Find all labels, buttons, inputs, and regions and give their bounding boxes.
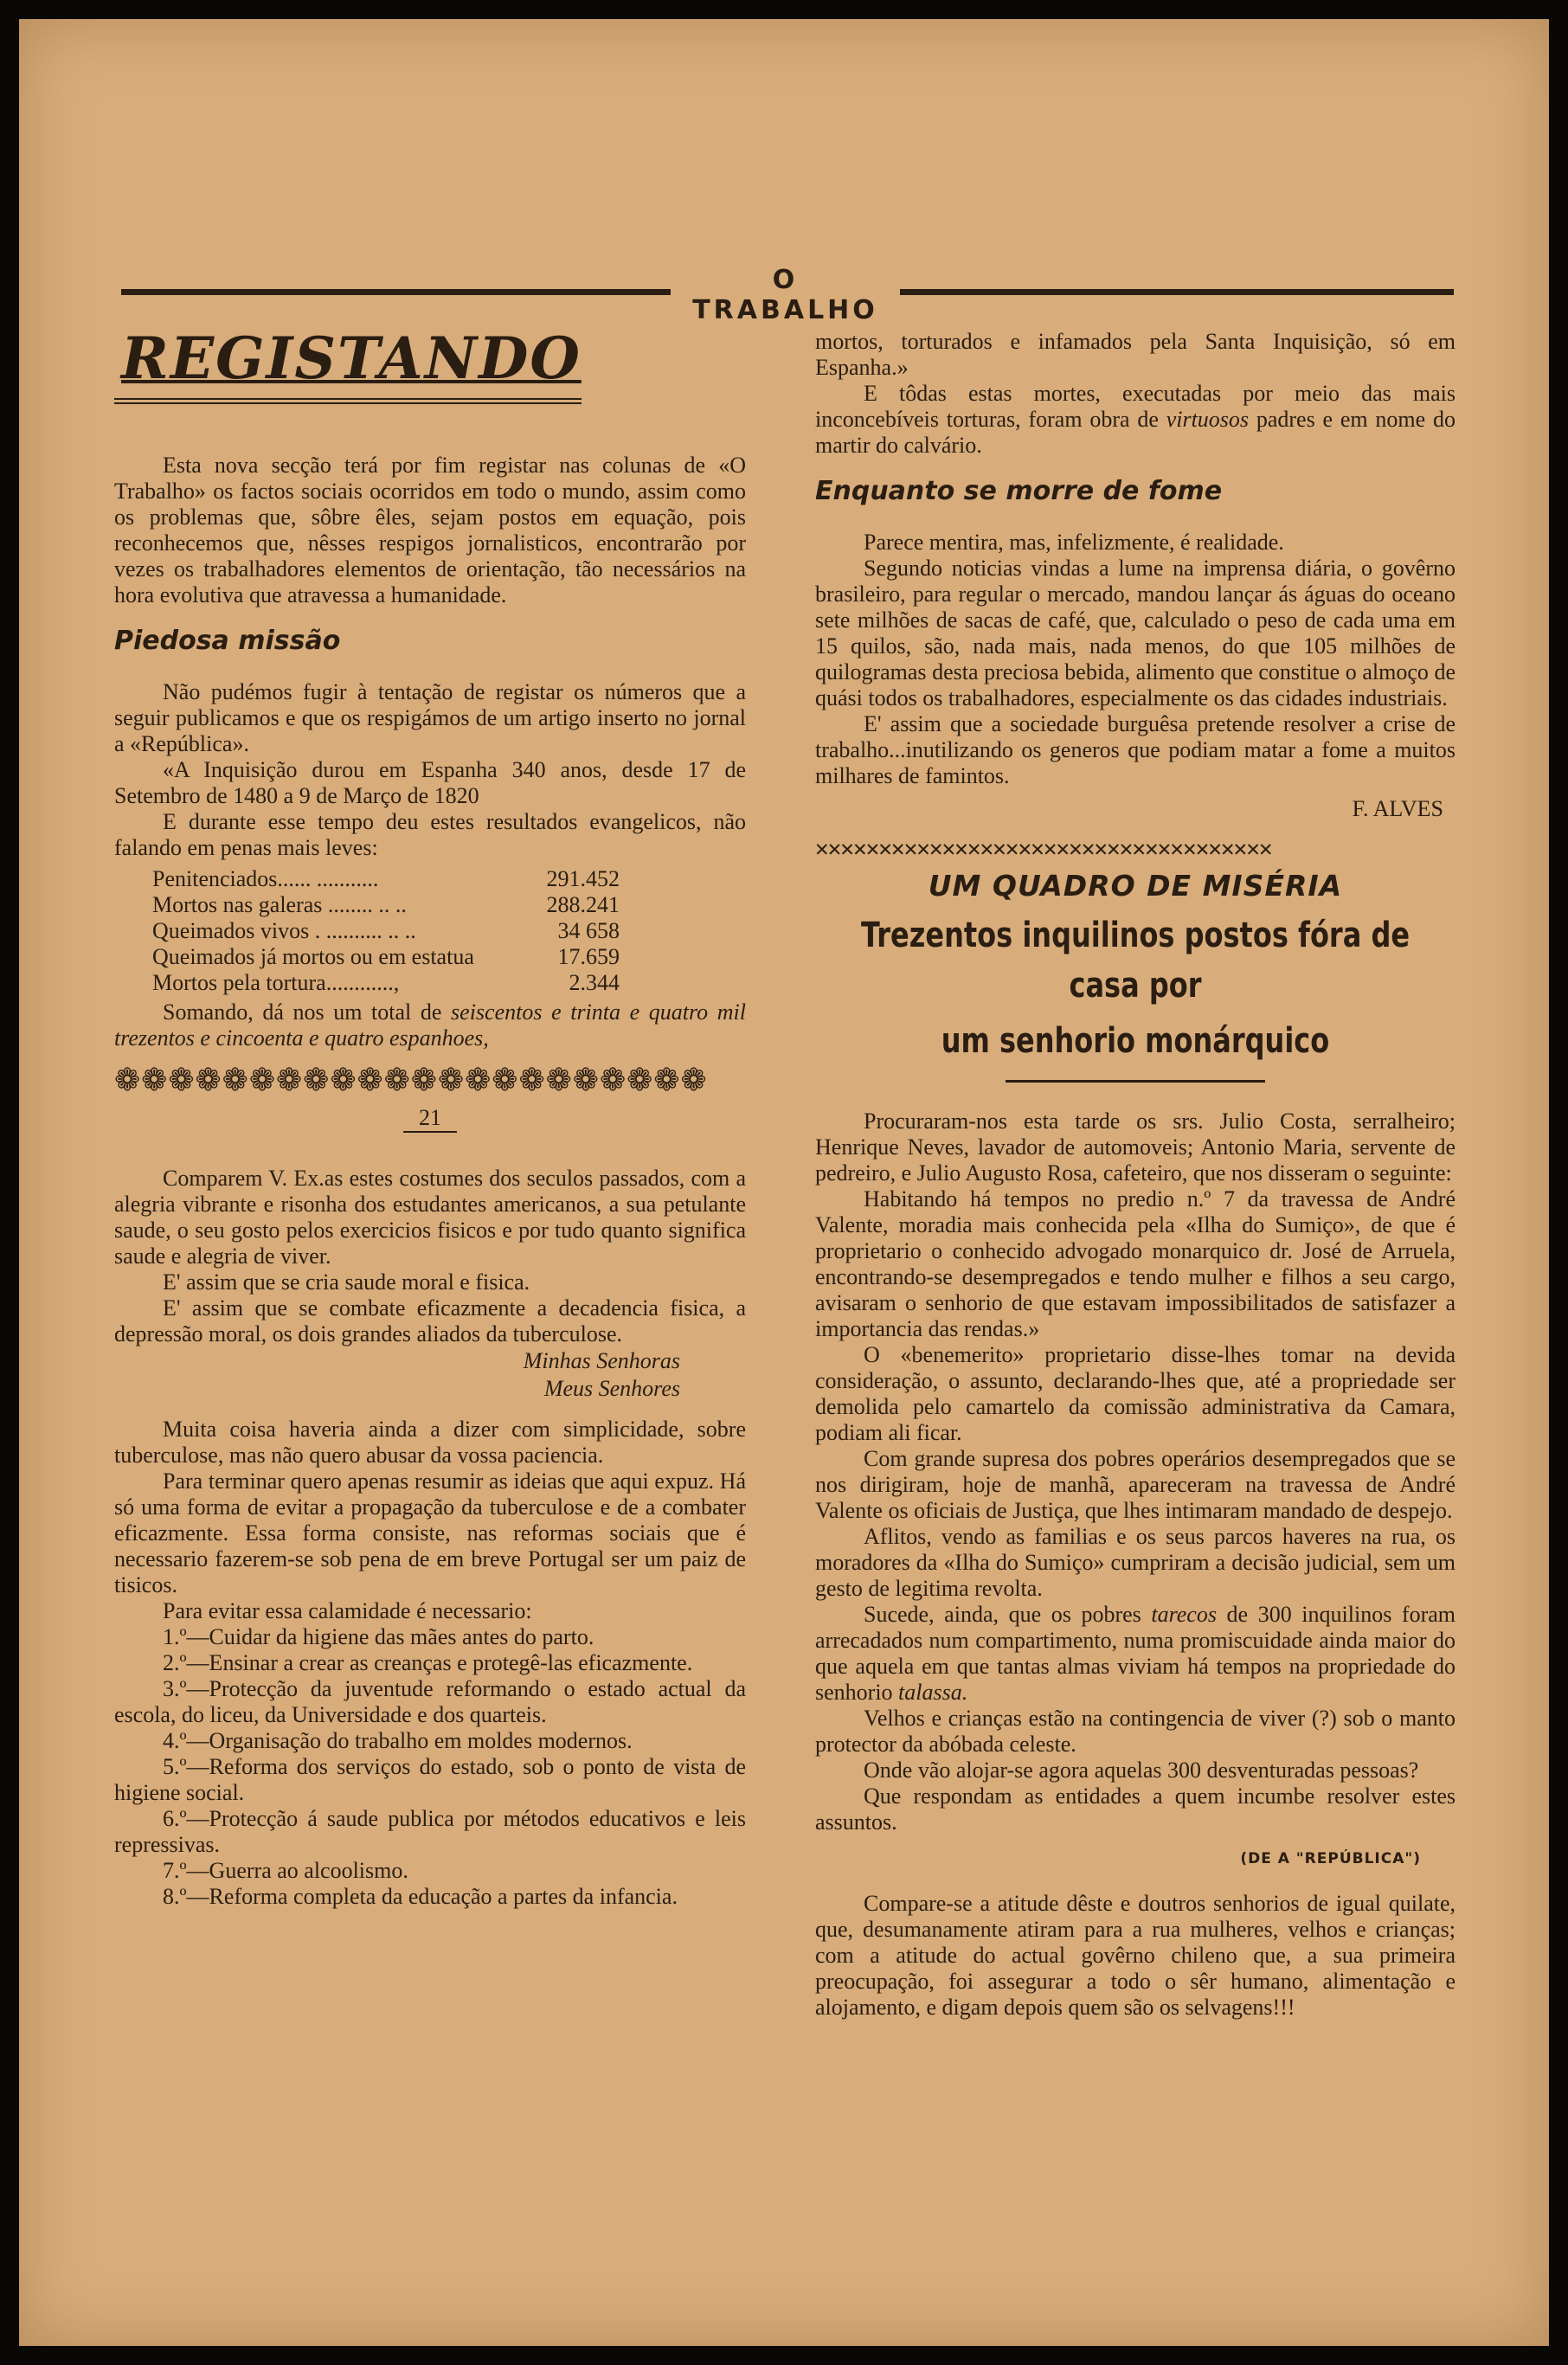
paragraph: Comparem V. Ex.as estes costumes dos seculos passados, com a alegria vibrante e risonha dos estudantes americanos, a sua petulante saude, o seu gosto pelos exercicios fisicos e por tudo quanto significa saude e alegria de viver.	[114, 1166, 746, 1269]
paragraph: E' assim que a sociedade burguêsa pretende resolver a crise de trabalho...inutilizando os generos que podiam matar a fome a muitos milhares de famintos.	[815, 711, 1456, 788]
list-item: 1.º—Cuidar da higiene das mães antes do parto.	[163, 1624, 594, 1649]
tally-row	[152, 944, 620, 970]
section-title-fome: Enquanto se morre de fome	[815, 476, 1223, 506]
list-item: 6.º—Protecção á saude publica por métodos educativos e leis repressivas.	[114, 1806, 746, 1857]
paragraph: E' assim que se cria saude moral e fisica.	[163, 1269, 530, 1295]
article-headline-line-1: Trezentos inquilinos postos fóra de casa por	[860, 916, 1411, 1006]
list-item: 5.º—Reforma dos serviços do estado, sob o ponto de vista de higiene social.	[114, 1754, 746, 1805]
paragraph: Aflitos, vendo as familias e os seus parcos haveres na rua, os moradores da «Ilha do Sumiço» cumpriram a decisão judicial, sem um gesto de legitima revolta.	[815, 1524, 1456, 1601]
headline-rule	[1006, 1080, 1265, 1083]
tally-value: 34 658	[557, 918, 620, 943]
newspaper-title: O TRABALHO	[692, 265, 878, 325]
paragraph: «A Inquisição durou em Espanha 340 anos, desde 17 de Setembro de 1480 a 9 de Março de 1820	[114, 757, 746, 808]
head-rule-right	[900, 289, 1454, 295]
paragraph: Que respondam as entidades a quem incumbe resolver estes assuntos.	[815, 1783, 1456, 1835]
list-item: 3.º—Protecção da juventude reformando o estado actual da escola, do liceu, da Universidade e dos quarteis.	[114, 1676, 746, 1727]
author-byline: F. ALVES	[1352, 796, 1443, 821]
tally-value: 291.452	[546, 866, 620, 891]
paragraph: Procuraram-nos esta tarde os srs. Julio Costa, serralheiro; Henrique Neves, lavador de automoveis; Antonio Maria, servente de pedreiro, e Julio Augusto Rosa, cafeteiro, que nos disseram o seguinte:	[815, 1109, 1456, 1186]
list-item: 2.º—Ensinar a crear as creanças e protegê-las eficazmente.	[163, 1650, 693, 1675]
cross-ornament-divider: ✕✕✕✕✕✕✕✕✕✕✕✕✕✕✕✕✕✕✕✕✕✕✕✕✕✕✕✕✕✕✕✕✕✕✕✕	[815, 836, 1272, 862]
intro-paragraph: Esta nova secção terá por fim registar nas colunas de «O Trabalho» os factos sociais ocorridos em todo o mundo, assim como os problemas que, sôbre êles, sejam postos em equação, pois reconhecemos que, nêsses respigos jornalisticos, encontrarão por vezes os trabalhadores elementos de orientação, tão necessários na hora evolutiva que atravessa a humanidade.	[114, 453, 746, 607]
list-item: 4.º—Organisação do trabalho em moldes modernos.	[163, 1728, 633, 1753]
salutation-1: Minhas Senhoras	[523, 1348, 680, 1373]
paragraph: Habitando há tempos no predio n.º 7 da travessa de André Valente, moradia mais conhecida pela «Ilha do Sumiço», de que é proprietario o conhecido advogado monarquico dr. José de Arruela, encontrando-se desempregados e tendo mulher e filhos a seu cargo, avisaram o senhorio de que estavam impossibilitados de satisfazer a importancia das rendas.»	[815, 1186, 1456, 1341]
masthead-rule	[114, 398, 582, 404]
running-head	[121, 260, 1454, 325]
tally-row	[152, 892, 620, 918]
text-italic: tarecos	[1151, 1602, 1217, 1627]
head-rule-left	[121, 289, 671, 295]
paragraph: Para terminar quero apenas resumir as ideias que aqui expuz. Há só uma forma de evitar a propagação da tuberculose e de a combater eficazmente. Essa forma consiste, nas reformas sociais que é necessario fazerem-se sob pena de em breve Portugal ser um paiz de tisicos.	[114, 1468, 746, 1597]
tally-row	[152, 970, 620, 996]
list-item: 7.º—Guerra ao alcoolismo.	[163, 1858, 408, 1883]
paragraph: Para evitar essa calamidade é necessario:	[163, 1598, 532, 1623]
tally-label: Mortos pela tortura............,	[152, 970, 400, 995]
tally-label: Penitenciados...... ...........	[152, 866, 379, 891]
paragraph: Onde vão alojar-se agora aquelas 300 desventuradas pessoas?	[864, 1758, 1419, 1783]
paragraph: Com grande supresa dos pobres operários desempregados que se nos dirigiram, hoje de manhã, apareceram na travessa de André Valente os oficiais de Justiça, que lhes intimaram mandado de despejo.	[815, 1446, 1456, 1523]
left-column	[114, 325, 746, 1910]
sum-paragraph	[114, 999, 746, 1051]
tally-value: 288.241	[546, 892, 620, 917]
article-kicker: UM QUADRO DE MISÉRIA	[928, 869, 1343, 903]
text-italic: talassa.	[898, 1680, 968, 1705]
paragraph: O «benemerito» proprietario disse-lhes tomar na devida consideração, o assunto, declarando-lhes que, até a propriedade ser demolida pelo camartelo da comissão administrativa da Camara, podiam ali ficar.	[815, 1342, 1456, 1445]
page-number-text: 21	[403, 1105, 457, 1133]
page-number	[114, 1105, 746, 1133]
paragraph: Muita coisa haveria ainda a dizer com simplicidade, sobre tuberculose, mas não quero abusar da vossa paciencia.	[114, 1417, 746, 1468]
section-title-piedosa: Piedosa missão	[114, 626, 341, 656]
salutation-2: Meus Senhores	[543, 1376, 680, 1401]
paragraph	[815, 1602, 1456, 1706]
inquisition-tally	[152, 866, 620, 996]
source-credit: (DE A "REPÚBLICA")	[1240, 1850, 1421, 1867]
text-italic: virtuosos	[1166, 407, 1250, 432]
paragraph: Compare-se a atitude dêste e doutros senhorios de igual quilate, que, desumanamente atiram para a rua mulheres, velhos e crianças; com a atitude do actual govêrno chileno que, a sua primeira preocupação, foi assegurar a todo o sêr humano, alimentação e alojamento, e digam depois quem são os selvagens!!!	[815, 1891, 1456, 2020]
paragraph: E' assim que se combate eficazmente a decadencia fisica, a depressão moral, os dois grandes aliados da tuberculose.	[114, 1295, 746, 1346]
paragraph	[815, 381, 1456, 459]
paragraph: Segundo noticias vindas a lume na imprensa diária, o govêrno brasileiro, para regular o mercado, mandou lançar ás águas do oceano sete milhões de sacas de café, que, calculado o peso de cada uma em 15 quilos, são, nada mais, nada menos, do que 105 milhões de quilogramas desta preciosa bebida, alimento que constitue o almoço de quási todos os trabalhadores, especialmente os das cidades industriais.	[815, 556, 1456, 710]
paragraph: Parece mentira, mas, infelizmente, é realidade.	[864, 530, 1284, 555]
text-run: E tôdas estas mortes, executadas por meio das mais inconcebíveis torturas, foram obra de	[815, 381, 1456, 432]
tally-row	[152, 866, 620, 892]
tally-row	[152, 918, 620, 944]
sum-lead: Somando, dá nos um total de	[163, 999, 452, 1025]
paragraph: Velhos e crianças estão na contingencia de viver (?) sob o manto protector da abóbada celeste.	[815, 1706, 1456, 1757]
article-headline-line-2: um senhorio monárquico	[941, 1021, 1330, 1061]
section-masthead: REGISTANDO	[121, 325, 582, 392]
tally-label: Queimados já mortos ou em estatua	[152, 944, 474, 969]
text-run: Sucede, ainda, que os pobres	[864, 1602, 1152, 1627]
tally-label: Mortos nas galeras ........ .. ..	[152, 892, 407, 917]
tally-label: Queimados vivos . .......... .. ..	[152, 918, 416, 943]
tally-value: 2.344	[569, 970, 620, 995]
sum-italic: seiscentos e trinta e quatro mil trezentos e cincoenta e quatro espanhoes,	[114, 999, 746, 1051]
text-run: padres e em nome do martir do calvário.	[815, 407, 1456, 458]
continued-paragraph: mortos, torturados e infamados pela Santa Inquisição, só em Espanha.»	[815, 329, 1456, 380]
list-item: 8.º—Reforma completa da educação a partes da infancia.	[163, 1884, 678, 1909]
tally-value: 17.659	[557, 944, 620, 969]
right-column	[815, 329, 1456, 2021]
paragraph: E durante esse tempo deu estes resultados evangelicos, não falando em penas mais leves:	[114, 809, 746, 860]
text-run: de 300 inquilinos foram arrecadados num compartimento, numa promiscuidade ainda maior do que aquela em que tantas almas viviam há tempos na propriedade do senhorio	[815, 1602, 1456, 1705]
paragraph: Não pudémos fugir à tentação de registar os números que a seguir publicamos e que os respigámos de um artigo inserto no jornal a «República».	[114, 679, 746, 756]
ornament-divider: ❁❁❁❁❁❁❁❁❁❁❁❁❁❁❁❁❁❁❁❁❁❁	[114, 1067, 708, 1093]
